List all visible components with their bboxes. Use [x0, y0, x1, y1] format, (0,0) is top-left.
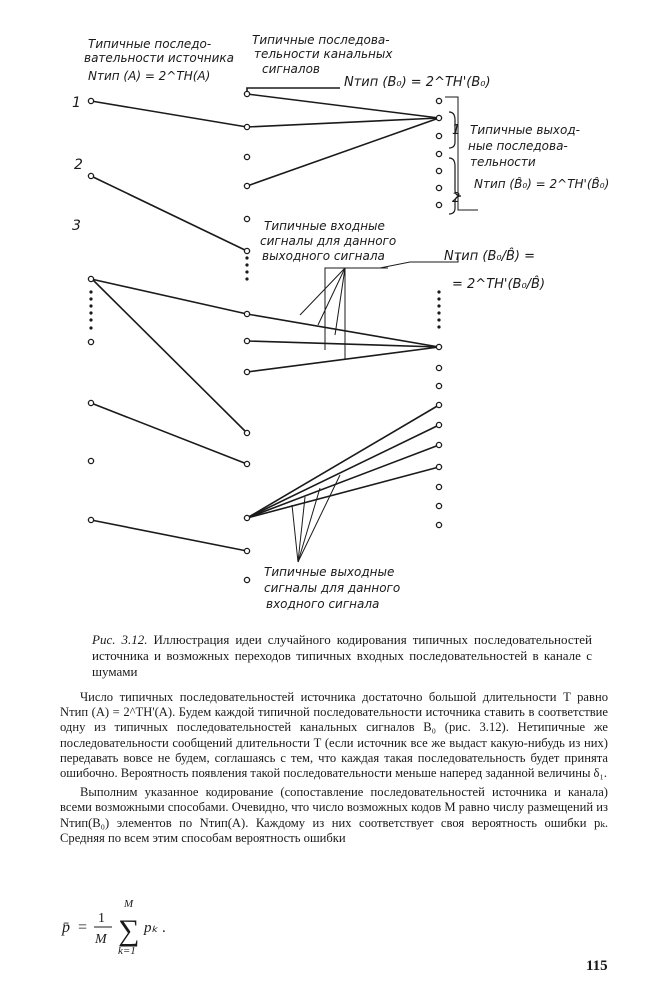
- sum-lower-limit: k=1: [118, 945, 136, 956]
- channel-node: [244, 91, 249, 96]
- formula-term: pₖ: [144, 920, 158, 936]
- channel-node: [244, 216, 249, 221]
- line-channel-output: [247, 405, 439, 518]
- row-number-2: 2: [74, 157, 83, 173]
- output-node: [436, 133, 441, 138]
- brace-number-1: 1: [452, 123, 461, 138]
- output-node: [436, 344, 441, 349]
- leader-line: [300, 268, 345, 315]
- output-node: [436, 422, 441, 427]
- output-label-line3: тельности: [470, 155, 536, 169]
- channel-node: [244, 461, 249, 466]
- source-node: [88, 339, 93, 344]
- average-error-formula: [60, 896, 260, 956]
- cond-formula-top: Nтип (B₀/B̂) =: [444, 249, 535, 264]
- formula-numerator: 1: [98, 911, 105, 926]
- source-node: [88, 173, 93, 178]
- line-channel-output: [247, 94, 439, 118]
- channel-node: [244, 154, 249, 159]
- row-number-1: 1: [72, 95, 81, 111]
- brace-number-2: 2: [452, 191, 461, 206]
- paragraph: Выполним указанное кодирование (сопоставление последовательностей источника и канала) всеми возможными способами. Очевидно, что число возможных кодов M равно числу размещений из Nтип(B₀) элементов по Nтип(A). Каждому из них соответствует своя вероятность ошибки pₖ. Средняя по всем этим способам вероятность ошибки: [60, 785, 608, 845]
- source-formula: Nтип (A) = 2^TH(A): [88, 69, 211, 83]
- line-source3-channel: [91, 279, 247, 314]
- output-node: [436, 464, 441, 469]
- output-node: [436, 402, 441, 407]
- output-node: [436, 98, 441, 103]
- output-node: [436, 484, 441, 489]
- sum-sign: ∑: [118, 914, 140, 947]
- leader-line: [298, 497, 305, 562]
- leader-line: [298, 475, 340, 562]
- output-node: [436, 151, 441, 156]
- caption-label: Рис. 3.12.: [92, 632, 148, 647]
- line-source-channel: [91, 278, 247, 433]
- channel-node: [244, 515, 249, 520]
- line-channel-output: [247, 347, 439, 372]
- channel-node: [244, 311, 249, 316]
- output-node: [436, 202, 441, 207]
- channel-label-line1: Типичные последова-: [252, 33, 390, 47]
- page-number: 115: [586, 958, 608, 974]
- source-label-line1: Типичные последо-: [88, 37, 212, 51]
- leader-line: [292, 505, 298, 562]
- figure-caption: [92, 632, 592, 680]
- line-channel-output: [247, 425, 439, 518]
- source-node: [88, 276, 93, 281]
- channel-label-line3: сигналов: [262, 62, 320, 76]
- channel-formula: Nтип (B₀) = 2^TH'(B₀): [344, 75, 491, 90]
- leader-line: [325, 268, 388, 350]
- line-source2-channel: [91, 176, 247, 251]
- channel-node: [244, 369, 249, 374]
- formula-eq: =: [78, 919, 88, 936]
- line-source-channel: [91, 403, 247, 464]
- source-node: [88, 517, 93, 522]
- source-label-line2: вательности источника: [84, 51, 234, 65]
- output-node: [436, 168, 441, 173]
- input-for-output-line2: сигналы для данного: [260, 234, 397, 248]
- input-for-output-line1: Типичные входные: [264, 219, 385, 233]
- sum-upper-limit: M: [124, 898, 134, 910]
- line-channel-output: [247, 118, 439, 127]
- channel-node: [244, 248, 249, 253]
- output-node: [436, 115, 441, 120]
- cond-formula-bottom: = 2^TH'(B₀/B̂): [452, 277, 546, 292]
- channel-node: [244, 548, 249, 553]
- channel-node: [244, 338, 249, 343]
- channel-node: [244, 577, 249, 582]
- formula-denominator: M: [95, 932, 107, 947]
- body-text: [60, 690, 608, 846]
- input-for-output-line3: выходного сигнала: [262, 249, 385, 263]
- line-channel-output: [247, 467, 439, 518]
- output-label-line2: ные последова-: [468, 139, 568, 153]
- paragraph: Число типичных последовательностей источника достаточно большой длительности T равно Nтип (A) = 2^TH'(A). Будем каждой типичной последовательности источника ставить в соответствие одну из типичных последовательностей канальных сигналов B₀ (рис. 3.12). Нетипичные же последовательности сообщений длительности T (если источник все же выдаст какую-нибудь из них) передавать вовсе не будем, соглашаясь с тем, что каждая такая последовательность будет принята ошибочно. Вероятность появления такой последовательности меньше наперед заданной величины δ₁.: [60, 690, 608, 781]
- channel-node: [244, 183, 249, 188]
- row-number-3: 3: [72, 218, 81, 234]
- output-node: [436, 383, 441, 388]
- output-label-line1: Типичные выход-: [470, 123, 580, 137]
- output-node: [436, 503, 441, 508]
- caption-text: Иллюстрация идеи случайного кодирования типичных последовательностей источника и возможных переходов типичных входных последовательностей в канале с шумами: [92, 632, 592, 679]
- output-for-input-line1: Типичные выходные: [264, 565, 395, 579]
- output-for-input-line2: сигналы для данного: [264, 581, 401, 595]
- formula-lhs: p̄: [62, 919, 70, 936]
- line-source1-channel: [91, 101, 247, 127]
- source-node: [88, 98, 93, 103]
- channel-node: [244, 124, 249, 129]
- output-formula: Nтип (B̂₀) = 2^TH'(B̂₀): [474, 177, 610, 191]
- channel-label-leader: [247, 88, 340, 94]
- leader-line: [298, 488, 320, 562]
- output-for-input-line3: входного сигнала: [266, 597, 380, 611]
- output-brace-bracket: [445, 97, 478, 210]
- source-node: [88, 458, 93, 463]
- channel-node: [244, 430, 249, 435]
- channel-label-line2: тельности канальных: [254, 47, 393, 61]
- formula-end: .: [162, 920, 166, 936]
- output-node: [436, 365, 441, 370]
- output-node: [436, 185, 441, 190]
- line-channel-output: [247, 118, 439, 186]
- output-node: [436, 522, 441, 527]
- line-source-channel: [91, 520, 247, 551]
- output-node: [436, 442, 441, 447]
- line-channel-output: [247, 445, 439, 518]
- source-node: [88, 400, 93, 405]
